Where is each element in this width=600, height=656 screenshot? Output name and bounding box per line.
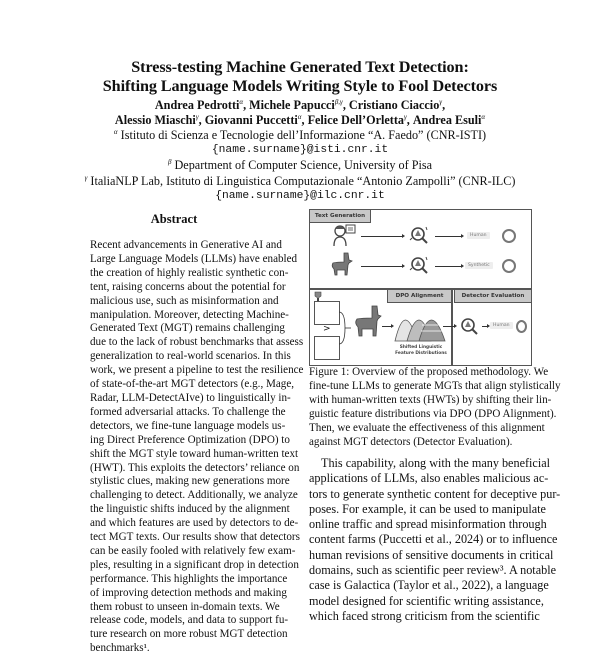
affiliation-text: Department of Computer Science, University of Pisa: [174, 158, 433, 173]
detector-evaluation-label: Detector Evaluation: [454, 289, 532, 303]
affiliation-unipi: [0, 158, 600, 173]
affiliation-ilc: [0, 174, 600, 189]
text-line: model designed for scientific writing assistance,: [309, 593, 544, 608]
introduction-body: [309, 456, 561, 624]
shifted-distributions-label: [393, 345, 449, 356]
thumb-icon: [502, 259, 516, 273]
text-line: ture research on more robust MGT detection: [90, 628, 288, 641]
affiliation-list: [0, 128, 600, 204]
text-line: case is Galactica (Taylor et al., 2022), a language: [309, 578, 549, 593]
separator: ,: [442, 98, 446, 112]
text-line: Then, we evaluate the effectiveness of this alignment: [309, 421, 545, 434]
separator: ,: [198, 113, 205, 127]
text-line: stylistic clues, making new generations more: [90, 475, 290, 488]
affiliation-mark: α: [113, 128, 118, 136]
author-list: [0, 98, 600, 128]
text-line: of state-of-the-art MGT detectors (e.g., Mage,: [90, 378, 295, 391]
text-line: online traffic and spread misinformation through: [309, 517, 547, 532]
text-line: release code, models, and data to support fu-: [90, 614, 289, 627]
text-line: the creation of highly realistic synthetic con-: [90, 266, 289, 279]
text-line: human revisions of sensitive documents in critical: [309, 547, 554, 562]
text-line: tent, raising concerns about the potential for: [90, 280, 286, 293]
author-name: Cristiano Ciaccio: [348, 98, 440, 112]
llama-icon: [352, 304, 382, 338]
affiliation-mark: β: [167, 158, 172, 167]
bracket-connector: [339, 304, 351, 352]
separator: ,: [342, 98, 349, 112]
affiliation-mark: α: [481, 113, 486, 121]
human-writer-icon: [332, 223, 356, 247]
text-generation-label: Text Generation: [309, 209, 371, 223]
text-line: (HWT). This exploits the detectors’ reliance on: [90, 461, 300, 474]
separator: ,: [301, 113, 308, 127]
text-line: Radar, LLM-DetectAIve) to linguistically in-: [90, 391, 291, 404]
detector-magnifier-icon: [409, 255, 431, 275]
affiliation-mark: γ: [404, 113, 407, 121]
text-line: content farms (Puccetti et al., 2024) or to influence: [309, 532, 558, 547]
text-line: benchmarks¹.: [90, 642, 150, 655]
text-line: with human-written texts (HWTs) by shifting their lin-: [309, 393, 552, 406]
text-line: them robust to unseen in-domain texts. We: [90, 600, 280, 613]
dpo-alignment-label: DPO Alignment: [387, 289, 452, 303]
text-line: tors to generate synthetic content for deceptive pur-: [309, 486, 561, 501]
affiliation-mark: α: [239, 98, 244, 106]
arrow: [435, 266, 462, 267]
author-name: Felice Dell’Orletta: [307, 113, 404, 127]
text-line: Large Language Models (LLMs) have enabled: [90, 252, 298, 265]
text-line: formed adversarial attacks. To challenge the: [90, 405, 286, 418]
text-line: which faced strong criticism from the scientific: [309, 608, 540, 623]
text-line: domains, such as scientific peer review³. A notable: [309, 563, 556, 578]
text-line: This capability, along with the many beneficial: [321, 456, 551, 470]
text-line: ples, resulting in a significant drop in detection: [90, 558, 299, 571]
synthetic-label: Synthetic: [465, 262, 493, 269]
affiliation-mark: γ: [84, 173, 88, 182]
author-name: Andrea Pedrotti: [154, 98, 240, 112]
author-name: Alessio Miaschi: [114, 113, 196, 127]
paper-title: [0, 58, 600, 96]
author-name: Michele Papucci: [249, 98, 335, 112]
arrow: [361, 236, 403, 237]
human-label: Human: [467, 232, 490, 239]
distribution-curves-icon: [393, 305, 447, 343]
abstract-heading: Abstract: [150, 212, 198, 226]
arrow: [382, 326, 392, 327]
affiliation-mark: β,γ: [334, 98, 343, 106]
shifted-label-line1: Shifted Linguistic: [399, 345, 443, 350]
affiliation-mark: α: [297, 113, 302, 121]
text-line: tect MGT texts. Our results show that detectors: [90, 531, 300, 544]
text-line: applications of LLMs, also enables malicious ac-: [309, 471, 549, 486]
text-line: can be easily fooled with relatively few exam-: [90, 544, 296, 557]
text-line: shift the MGT style toward human-written text: [90, 447, 299, 460]
title-line-1: Stress-testing Machine Generated Text Detection:: [131, 58, 469, 76]
abstract-body: [90, 239, 304, 656]
separator: ,: [406, 113, 413, 127]
text-line: ing Direct Preference Optimization (DPO) to: [90, 433, 290, 446]
text-line: guistic feature distributions via DPO (DPO Alignment).: [309, 407, 557, 420]
text-line: detectors, we fine-tune language models us-: [90, 419, 286, 432]
detector-magnifier-icon: [409, 225, 431, 245]
text-line: due to the lack of robust benchmarks that assess: [90, 336, 304, 349]
text-line: Recent advancements in Generative AI and: [90, 239, 282, 251]
author-line-2: [0, 113, 600, 128]
text-line: Generated Text (MGT) remains challenging: [90, 322, 285, 335]
thumb-icon: [502, 229, 516, 243]
text-line: against MGT detectors (Detector Evaluation).: [309, 435, 513, 448]
arrow: [361, 266, 403, 267]
text-line: malicious use, such as misinformation and: [90, 294, 279, 307]
synthetic-text-card: [314, 336, 340, 360]
text-line: challenging to detect. Additionally, we analyze: [90, 489, 298, 502]
email-ilc[interactable]: {name.surname}@ilc.cnr.it: [215, 189, 385, 202]
arrow: [435, 236, 462, 237]
arrow: [482, 326, 488, 327]
affiliation-text: Istituto di Scienza e Tecnologie dell’Informazione “A. Faedo” (CNR-ISTI): [120, 128, 487, 142]
text-line: poses. For example, it can be used to manipulate: [309, 501, 546, 516]
detector-magnifier-icon: [459, 316, 481, 336]
title-line-2: Shifting Language Models Writing Style to Fool Detectors: [102, 77, 498, 95]
author-name: Giovanni Puccetti: [204, 113, 298, 127]
author-line-1: [0, 98, 600, 113]
separator: ,: [243, 98, 250, 112]
shifted-label-line2: Feature Distributions: [395, 350, 447, 356]
text-line: Figure 1: Overview of the proposed methodology. We: [309, 366, 549, 378]
text-line: and which features are used by detectors to de-: [90, 517, 299, 530]
text-line: work, we present a pipeline to test the resilience: [90, 364, 304, 377]
affiliation-text: ItaliaNLP Lab, Istituto di Linguistica Computazionale “Antonio Zampolli” (CNR-ILC): [90, 173, 516, 188]
thumb-icon: [516, 320, 527, 333]
text-line: manipulation. Moreover, detecting Machine-: [90, 308, 289, 321]
preference-greater-than: >: [323, 324, 331, 334]
affiliation-isti: [0, 128, 600, 143]
text-line: fine-tune LLMs to generate MGTs that align stylistically: [309, 379, 561, 392]
email-isti[interactable]: {name.surname}@isti.cnr.it: [211, 144, 389, 157]
affiliation-mark: γ: [439, 98, 443, 106]
text-line: the linguistic shifts induced by the alignment: [90, 503, 290, 516]
human-label: Human: [490, 322, 513, 329]
human-text-card: [314, 301, 340, 325]
author-name: Andrea Esuli: [412, 113, 482, 127]
figure-1: [309, 209, 532, 365]
text-line: of improving detection methods and making: [90, 586, 287, 599]
affiliation-mark: γ: [195, 113, 199, 121]
llama-icon: [329, 251, 355, 277]
arrow: [443, 326, 455, 327]
text-line: generalization to real-world scenarios. In this: [90, 350, 291, 363]
text-line: performance. This highlights the importance: [90, 572, 288, 585]
figure-caption: [309, 366, 561, 449]
